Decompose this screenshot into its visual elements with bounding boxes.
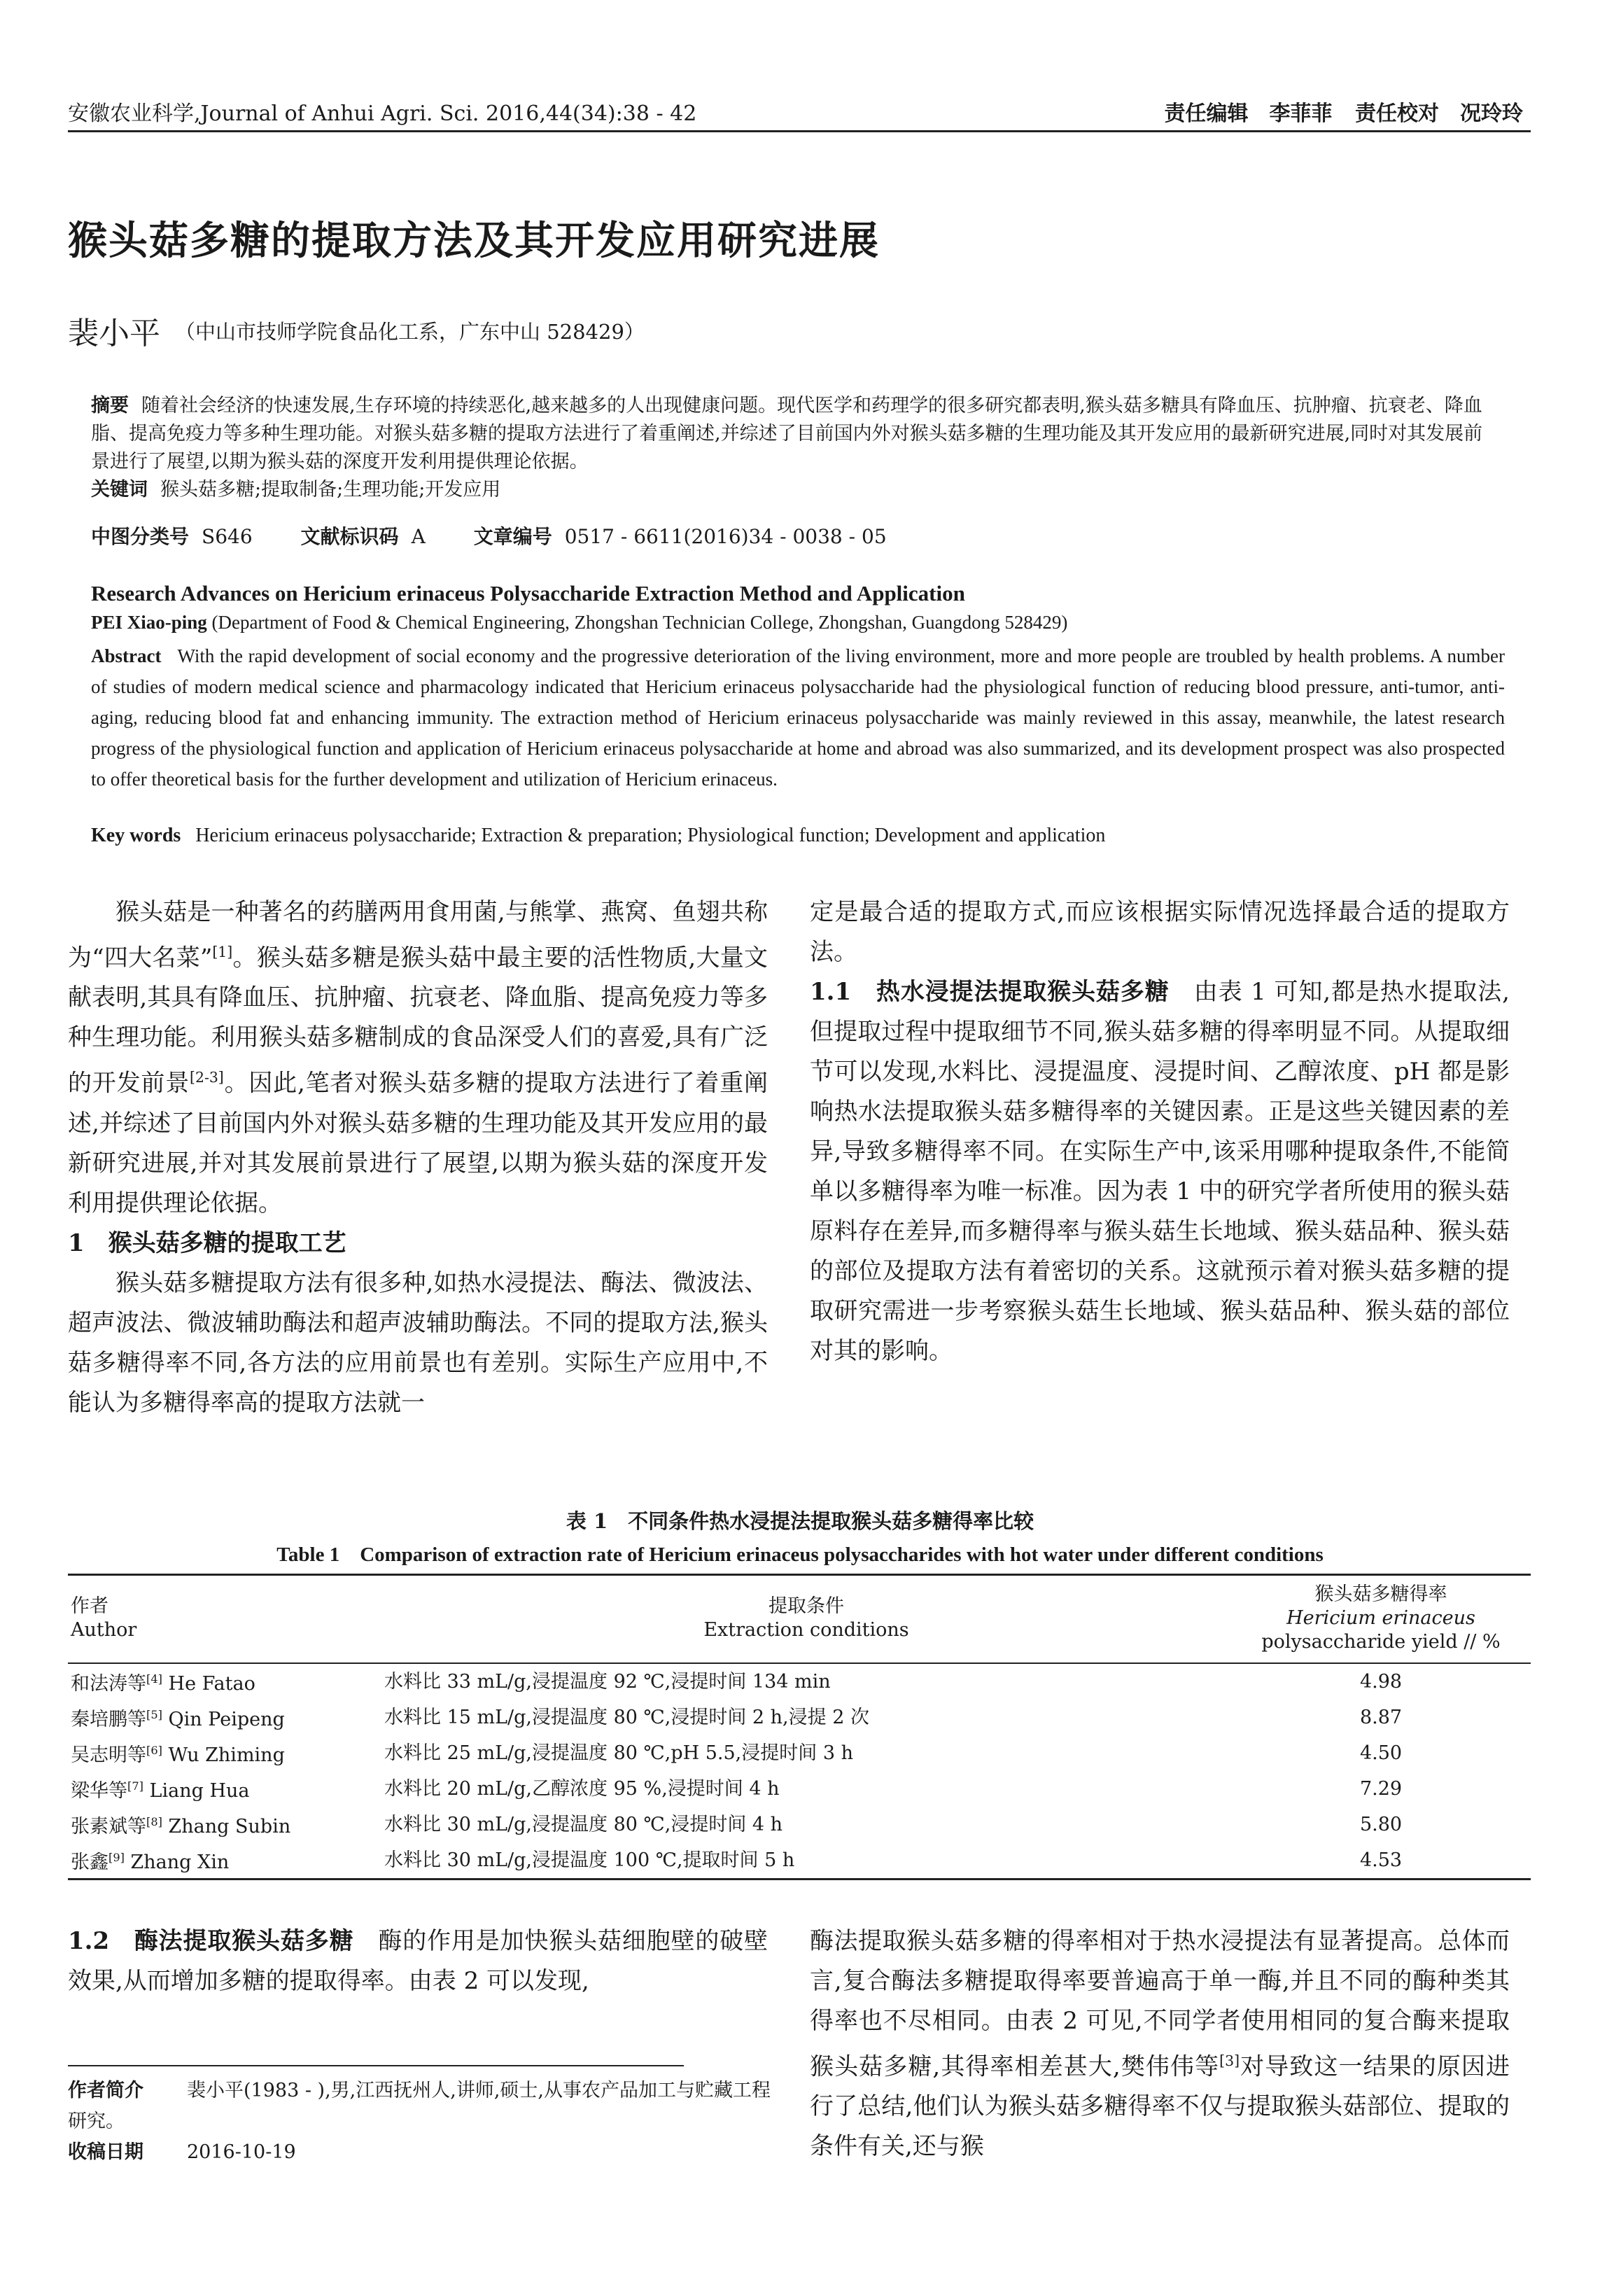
intro-text-c: 。因此,笔者对猴头菇多糖的提取方法进行了着重阐述,并综述了目前国内外对猴头菇多糖的生理功能及其开发应用的最新研究进展,并对其发展前景进行了展望,以期为猴头菇的深度开发利用提供理论依据。 (68, 1069, 769, 1217)
section-1-2-text: 酶的作用是加快猴头菇细胞壁的破壁效果,从而增加多糖的提取得率。由表 2 可以发现, (68, 1927, 768, 1995)
author-cn: 梁华等 (71, 1780, 127, 1802)
cell-conditions: 水料比 30 mL/g,浸提温度 80 ℃,浸提时间 4 h (384, 1813, 783, 1835)
cell-author (68, 1700, 381, 1735)
english-affiliation: (Department of Food & Chemical Engineering, Zhongshan Technician College, Zhongshan, Guangdong 528429) (211, 612, 1068, 633)
author-cn: 和法涛等 (71, 1673, 146, 1695)
classification-line (91, 522, 887, 550)
english-keywords-text: Hericium erinaceus polysaccharide; Extraction & preparation; Physiological function; Development and application (195, 825, 1106, 846)
cell-conditions: 水料比 25 mL/g,浸提温度 80 ℃,pH 5.5,浸提时间 3 h (384, 1742, 853, 1764)
body-column-left-bottom (68, 1921, 768, 2001)
section-1-1-text: 由表 1 可知,都是热水提取法,但提取过程中提取细节不同,猴头菇多糖的得率明显不同。从提取细节可以发现,水料比、浸提温度、浸提时间、乙醇浓度、pH 都是影响热水法提取猴头菇多糖得率的关键因素。正是这些关键因素的差异,导致多糖得率不同。在实际生产中,该采用哪种提取条件,不能简单以多糖得率为唯一标准。因为表 1 中的研究学者所使用的猴头菇原料存在差异,而多糖得率与猴头菇生长地域、猴头菇品种、猴头菇的部位及提取方法有着密切的关系。这就预示着对猴头菇多糖的提取研究需进一步考察猴头菇生长地域、猴头菇品种、猴头菇的部位对其的影响。 (810, 978, 1510, 1365)
section-1-text: 猴头菇多糖提取方法有很多种,如热水浸提法、酶法、微波法、超声波法、微波辅助酶法和超声波辅助酶法。不同的提取方法,猴头菇多糖得率不同,各方法的应用前景也有差别。实际生产应用中,不能认为多糖得率高的提取方法就一 (68, 1268, 768, 1417)
doc-label: 文献标识码 (300, 525, 399, 548)
cls-label: 中图分类号 (91, 525, 190, 548)
bio-text: 裴小平(1983 - ),男,江西抚州人,讲师,硕士,从事农产品加工与贮藏工程研究。 (68, 2080, 771, 2132)
cls-value: S646 (202, 525, 253, 548)
col-yield-en2: polysaccharide yield // % (1261, 1631, 1501, 1653)
cell-author (68, 1807, 381, 1842)
body-column-right (810, 892, 1510, 1371)
article-label: 文章编号 (473, 525, 552, 548)
table-row (68, 1842, 1531, 1879)
english-author-name: PEI Xiao-ping (91, 612, 207, 633)
abstract-text: 随着社会经济的快速发展,生存环境的持续恶化,越来越多的人出现健康问题。现代医学和药理学的很多研究都表明,猴头菇多糖具有降血压、抗肿瘤、抗衰老、降血脂、提高免疫力等多种生理功能。对猴头菇多糖的提取方法进行了着重阐述,并综述了目前国内外对猴头菇多糖的生理功能及其开发应用的最新研究进展,同时对其发展前景进行了展望,以期为猴头菇的深度开发利用提供理论依据。 (91, 395, 1483, 472)
citation: [5] (146, 1708, 162, 1721)
author-cn: 秦培鹏等 (71, 1709, 146, 1730)
doc-value: A (411, 525, 426, 548)
col-yield-header (1231, 1575, 1531, 1664)
citation: [8] (146, 1815, 162, 1828)
enzyme-text-a: 酶法提取猴头菇多糖的得率相对于热水浸提法有显著提高。总体而言,复合酶法多糖提取得率要普遍高于单一酶,并且不同的酶种类其得率也不尽相同。由表 2 可见,不同学者使用相同的复合酶来提取猴头菇多糖,其得率相差甚大,樊伟伟等 (810, 1927, 1510, 2081)
english-abstract-text: With the rapid development of social economy and the progressive deterioration of the living environment, more and more people are troubled by health problems. A number of studies of modern medical science and pharmacology indicated that Hericium erinaceus polysaccharide had the physiological function of reducing blood pressure, anti-tumor, anti-aging, reducing blood fat and enhancing immunity. The extraction method of Hericium erinaceus polysaccharide was mainly reviewed in this assay, meanwhile, the latest research progress of the physiological function and application of Hericium erinaceus polysaccharide at home and abroad was also summarized, and its development prospect was also prospected to offer theoretical basis for the further development and utilization of Hericium erinaceus. (91, 645, 1505, 790)
author-affiliation: （中山市技师学院食品化工系，广东中山 528429） (175, 320, 645, 344)
keywords-label: 关键词 (91, 479, 148, 500)
cell-author (68, 1735, 381, 1771)
keywords-text: 猴头菇多糖;提取制备;生理功能;开发应用 (160, 479, 501, 500)
col-conditions-header (381, 1575, 1231, 1664)
intro-text-a: 猴头菇是一种著名的药膳两用食用菌,与熊掌、燕窝、鱼翅共称为“四大名菜” (68, 898, 768, 972)
col-author-en: Author (71, 1619, 137, 1641)
section-1-1 (810, 972, 1510, 1371)
date-label: 收稿日期 (68, 2141, 143, 2163)
table-header-row (68, 1575, 1531, 1664)
enzyme-paragraph (810, 1921, 1510, 2166)
english-abstract-label: Abstract (91, 645, 162, 666)
citation: [1] (212, 944, 233, 960)
cell-conditions: 水料比 33 mL/g,浸提温度 92 ℃,浸提时间 134 min (384, 1670, 831, 1693)
cell-yield: 4.98 (1359, 1670, 1403, 1693)
col-author-header (68, 1575, 381, 1664)
english-abstract (91, 640, 1505, 794)
author-cn: 张鑫 (71, 1851, 108, 1873)
journal-header: 安徽农业科学,Journal of Anhui Agri. Sci. 2016,44(34):38 - 42 (68, 102, 697, 126)
footnote (68, 2076, 789, 2168)
col-author-cn: 作者 (71, 1595, 108, 1617)
bio-label: 作者简介 (68, 2080, 143, 2101)
author-bio (68, 2076, 789, 2137)
col-yield-cn: 猴头菇多糖得率 (1314, 1583, 1447, 1605)
citation: [3] (1219, 2052, 1240, 2069)
enzyme-text-b: 对导致这一结果的原因进行了总结,他们认为猴头菇多糖得率不仅与提取猴头菇部位、提取的条件有关,还与猴 (810, 2052, 1510, 2161)
proofreader-name: 责任校对 况玲玲 (1355, 102, 1523, 126)
cell-yield: 7.29 (1359, 1777, 1403, 1800)
section-1-1-heading: 1.1 热水浸提法提取猴头菇多糖 (810, 978, 1170, 1006)
table-row (68, 1735, 1531, 1771)
author-en: Wu Zhiming (168, 1744, 285, 1766)
citation: [2-3] (190, 1069, 224, 1086)
cell-yield: 5.80 (1359, 1813, 1403, 1835)
cell-conditions: 水料比 20 mL/g,乙醇浓度 95 %,浸提时间 4 h (384, 1777, 780, 1800)
cell-conditions: 水料比 15 mL/g,浸提温度 80 ℃,浸提时间 2 h,浸提 2 次 (384, 1706, 869, 1728)
header-rule (68, 130, 1531, 132)
table-row (68, 1700, 1531, 1735)
column2-continuation: 定是最合适的提取方式,而应该根据实际情况选择最合适的提取方法。 (810, 898, 1510, 966)
col-cond-cn: 提取条件 (769, 1595, 844, 1617)
body-column-right-bottom (810, 1921, 1510, 2166)
table-caption-cn: 表 1 不同条件热水浸提法提取猴头菇多糖得率比较 (566, 1509, 1034, 1533)
author-cn: 吴志明等 (71, 1744, 146, 1766)
author-en: Qin Peipeng (168, 1709, 285, 1730)
english-keywords-label: Key words (91, 825, 181, 846)
citation: [7] (127, 1779, 143, 1793)
table-row (68, 1771, 1531, 1807)
english-title: Research Advances on Hericium erinaceus Polysaccharide Extraction Method and Application (91, 581, 965, 606)
cell-author (68, 1663, 381, 1700)
citation: [9] (108, 1851, 125, 1864)
abstract-cn (91, 392, 1491, 504)
english-author (91, 612, 1067, 634)
cell-conditions: 水料比 30 mL/g,浸提温度 100 ℃,提取时间 5 h (381, 1842, 1231, 1879)
intro-text-b: 。猴头菇多糖是猴头菇中最主要的活性物质,大量文献表明,其具有降血压、抗肿瘤、抗衰老、降血脂、提高免疫力等多种生理功能。利用猴头菇多糖制成的食品深受人们的喜爱,具有广泛的开发前景 (68, 944, 768, 1098)
cell-yield: 8.87 (1359, 1706, 1403, 1728)
author-en: Zhang Subin (168, 1816, 291, 1837)
cell-author (68, 1771, 381, 1807)
author-en: He Fatao (168, 1673, 255, 1695)
author-name: 裴小平 (68, 316, 160, 351)
table-row (68, 1807, 1531, 1842)
citation: [6] (146, 1744, 162, 1757)
section-1-2-heading: 1.2 酶法提取猴头菇多糖 (68, 1927, 354, 1955)
english-keywords (91, 825, 1105, 847)
citation: [4] (146, 1672, 162, 1686)
table-row (68, 1663, 1531, 1700)
table-caption-en: Table 1 Comparison of extraction rate of Hericium erinaceus polysaccharides with hot water under different conditions (276, 1544, 1324, 1566)
author-cn: 张素斌等 (71, 1816, 146, 1837)
table-1 (68, 1574, 1531, 1880)
section-1-heading: 1 猴头菇多糖的提取工艺 (68, 1228, 346, 1257)
footnote-rule (68, 2065, 684, 2066)
abstract-label: 摘要 (91, 395, 129, 416)
date-value: 2016-10-19 (187, 2141, 296, 2163)
editor-info (1149, 96, 1523, 127)
editor-name: 责任编辑 李菲菲 (1164, 102, 1333, 126)
cell-yield: 4.53 (1231, 1842, 1531, 1879)
author-en: Zhang Xin (130, 1851, 230, 1873)
section-1-2 (68, 1921, 768, 2001)
intro-paragraph (68, 892, 768, 1224)
body-column-left (68, 892, 768, 1423)
cell-yield: 4.50 (1359, 1742, 1403, 1764)
paper-title: 猴头菇多糖的提取方法及其开发应用研究进展 (68, 218, 880, 264)
author-en: Liang Hua (149, 1780, 250, 1802)
received-date (68, 2137, 789, 2168)
col-cond-en: Extraction conditions (703, 1619, 909, 1641)
cell-author (68, 1842, 381, 1879)
col-yield-en1: Hericium erinaceus (1286, 1607, 1475, 1629)
article-value: 0517 - 6611(2016)34 - 0038 - 05 (564, 525, 887, 548)
